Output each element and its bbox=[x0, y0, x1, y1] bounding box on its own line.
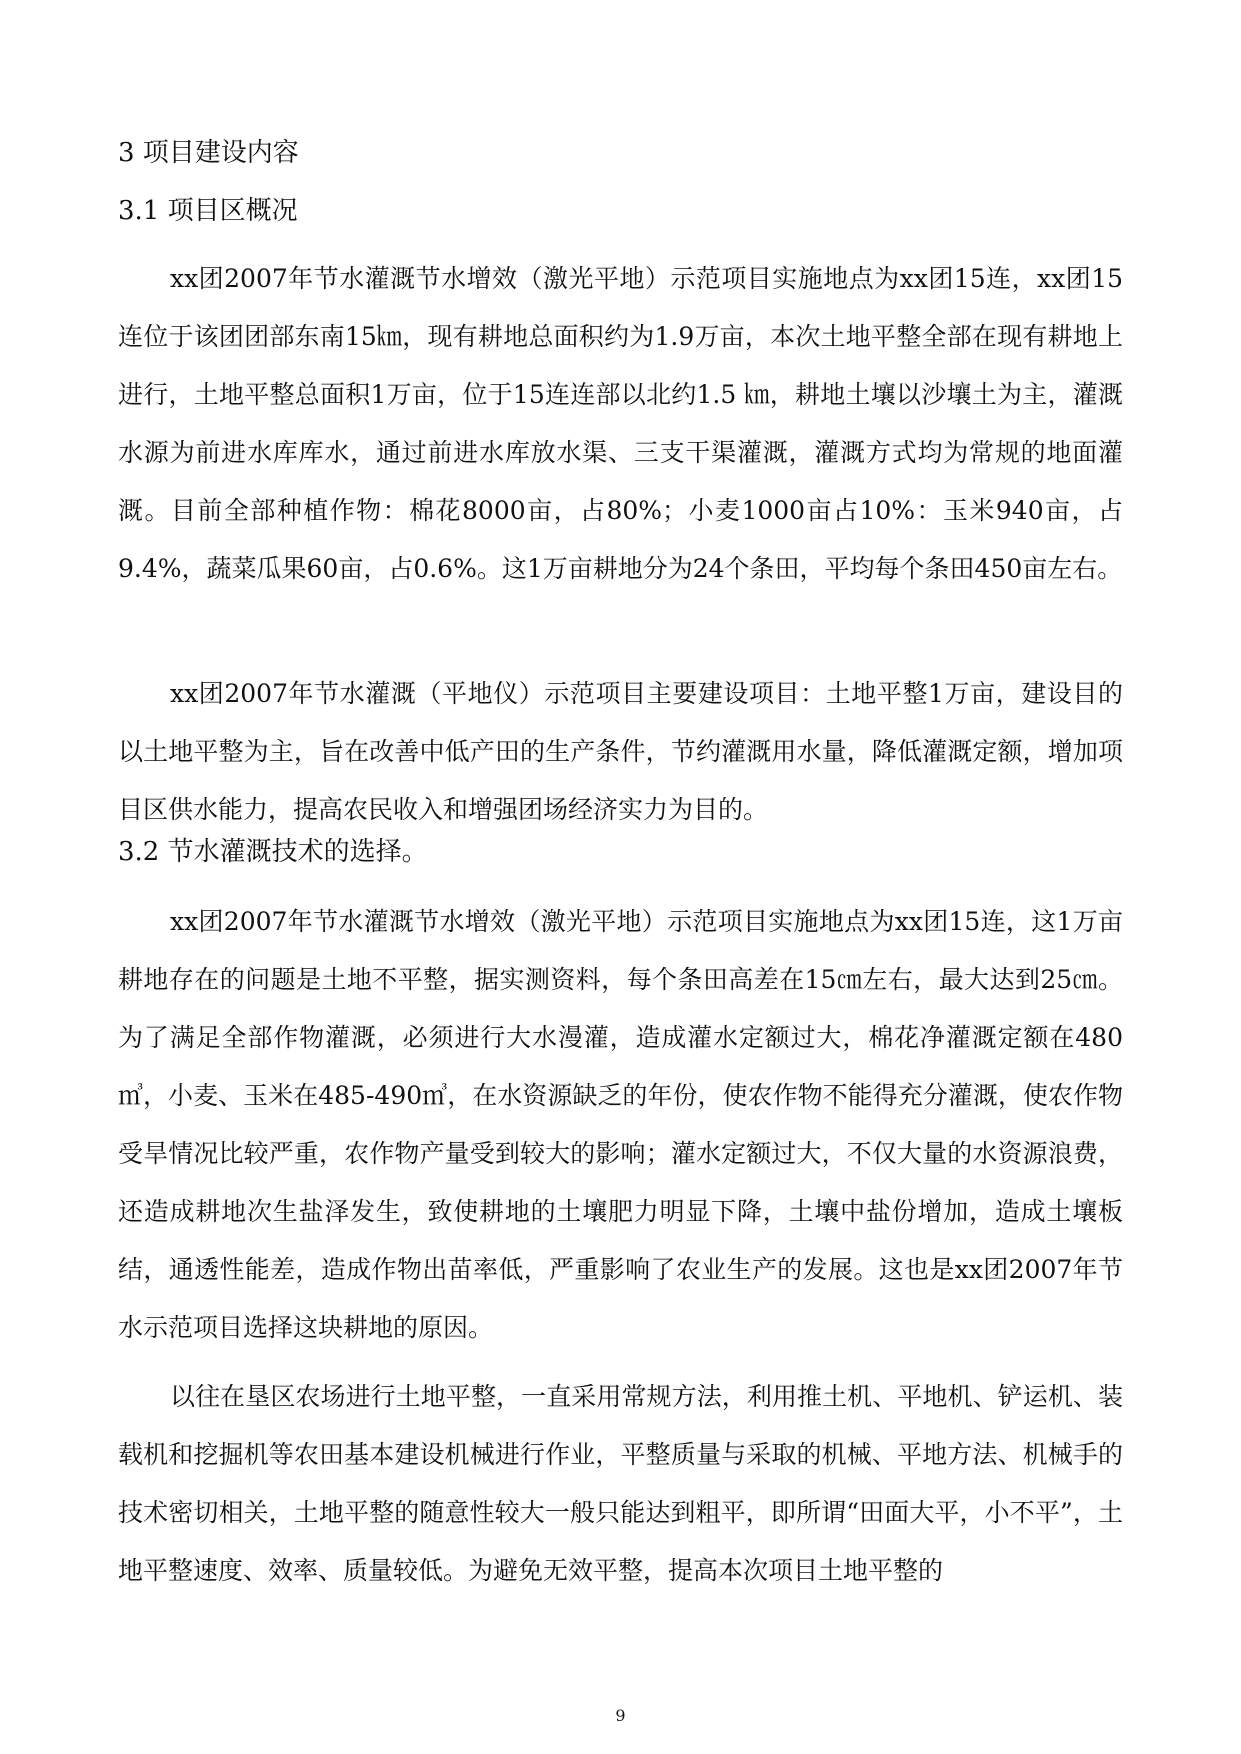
paragraph-project-area-overview: xx团2007年节水灌溉节水增效（激光平地）示范项目实施地点为xx团15连，xx团15连位于该团团部东南15㎞，现有耕地总面积约为1.9万亩，本次土地平整全部在现有耕地上进行，土地平整总面积1万亩，位于15连连部以北约1.5 ㎞，耕地土壤以沙壤土为主，灌溉水源为前进水库库水，通过前进水库放水渠、三支干渠灌溉，灌溉方式均为常规的地面灌溉。目前全部种植作物：棉花8000亩，占80%；小麦1000亩占10%：玉米940亩，占9.4%，蔬菜瓜果60亩，占0.6%。这1万亩耕地分为24个条田，平均每个条田450亩左右。 bbox=[118, 264, 1123, 583]
page-number: 9 bbox=[615, 1706, 626, 1725]
section-heading-3: 3 项目建设内容 bbox=[118, 138, 299, 168]
paragraph-land-leveling-methods: 以往在垦区农场进行土地平整，一直采用常规方法，利用推土机、平地机、铲运机、装载机和挖掘机等农田基本建设机械进行作业，平整质量与采取的机械、平地方法、机械手的技术密切相关，土地平整的随意性较大一般只能达到粗平，即所谓“田面大平，小不平”，土地平整速度、效率、质量较低。为避免无效平整，提高本次项目土地平整的 bbox=[118, 1382, 1123, 1585]
section-heading-3-2: 3.2 节水灌溉技术的选择。 bbox=[118, 837, 428, 867]
paragraph-irrigation-problems: xx团2007年节水灌溉节水增效（激光平地）示范项目实施地点为xx团15连，这1万亩耕地存在的问题是土地不平整，据实测资料，每个条田高差在15㎝左右，最大达到25㎝。为了满足全部作物灌溉，必须进行大水漫灌，造成灌水定额过大，棉花净灌溉定额在480㎥，小麦、玉米在485-490㎥，在水资源缺乏的年份，使农作物不能得充分灌溉，使农作物受旱情况比较严重，农作物产量受到较大的影响；灌水定额过大，不仅大量的水资源浪费，还造成耕地次生盐泽发生，致使耕地的土壤肥力明显下降，土壤中盐份增加，造成土壤板结，通透性能差，造成作物出苗率低，严重影响了农业生产的发展。这也是xx团2007年节水示范项目选择这块耕地的原因。 bbox=[118, 907, 1123, 1342]
paragraph-main-construction: xx团2007年节水灌溉（平地仪）示范项目主要建设项目：土地平整1万亩，建设目的以土地平整为主，旨在改善中低产田的生产条件，节约灌溉用水量，降低灌溉定额，增加项目区供水能力，提高农民收入和增强团场经济实力为目的。 bbox=[118, 679, 1123, 824]
section-heading-3-1: 3.1 项目区概况 bbox=[118, 196, 298, 226]
